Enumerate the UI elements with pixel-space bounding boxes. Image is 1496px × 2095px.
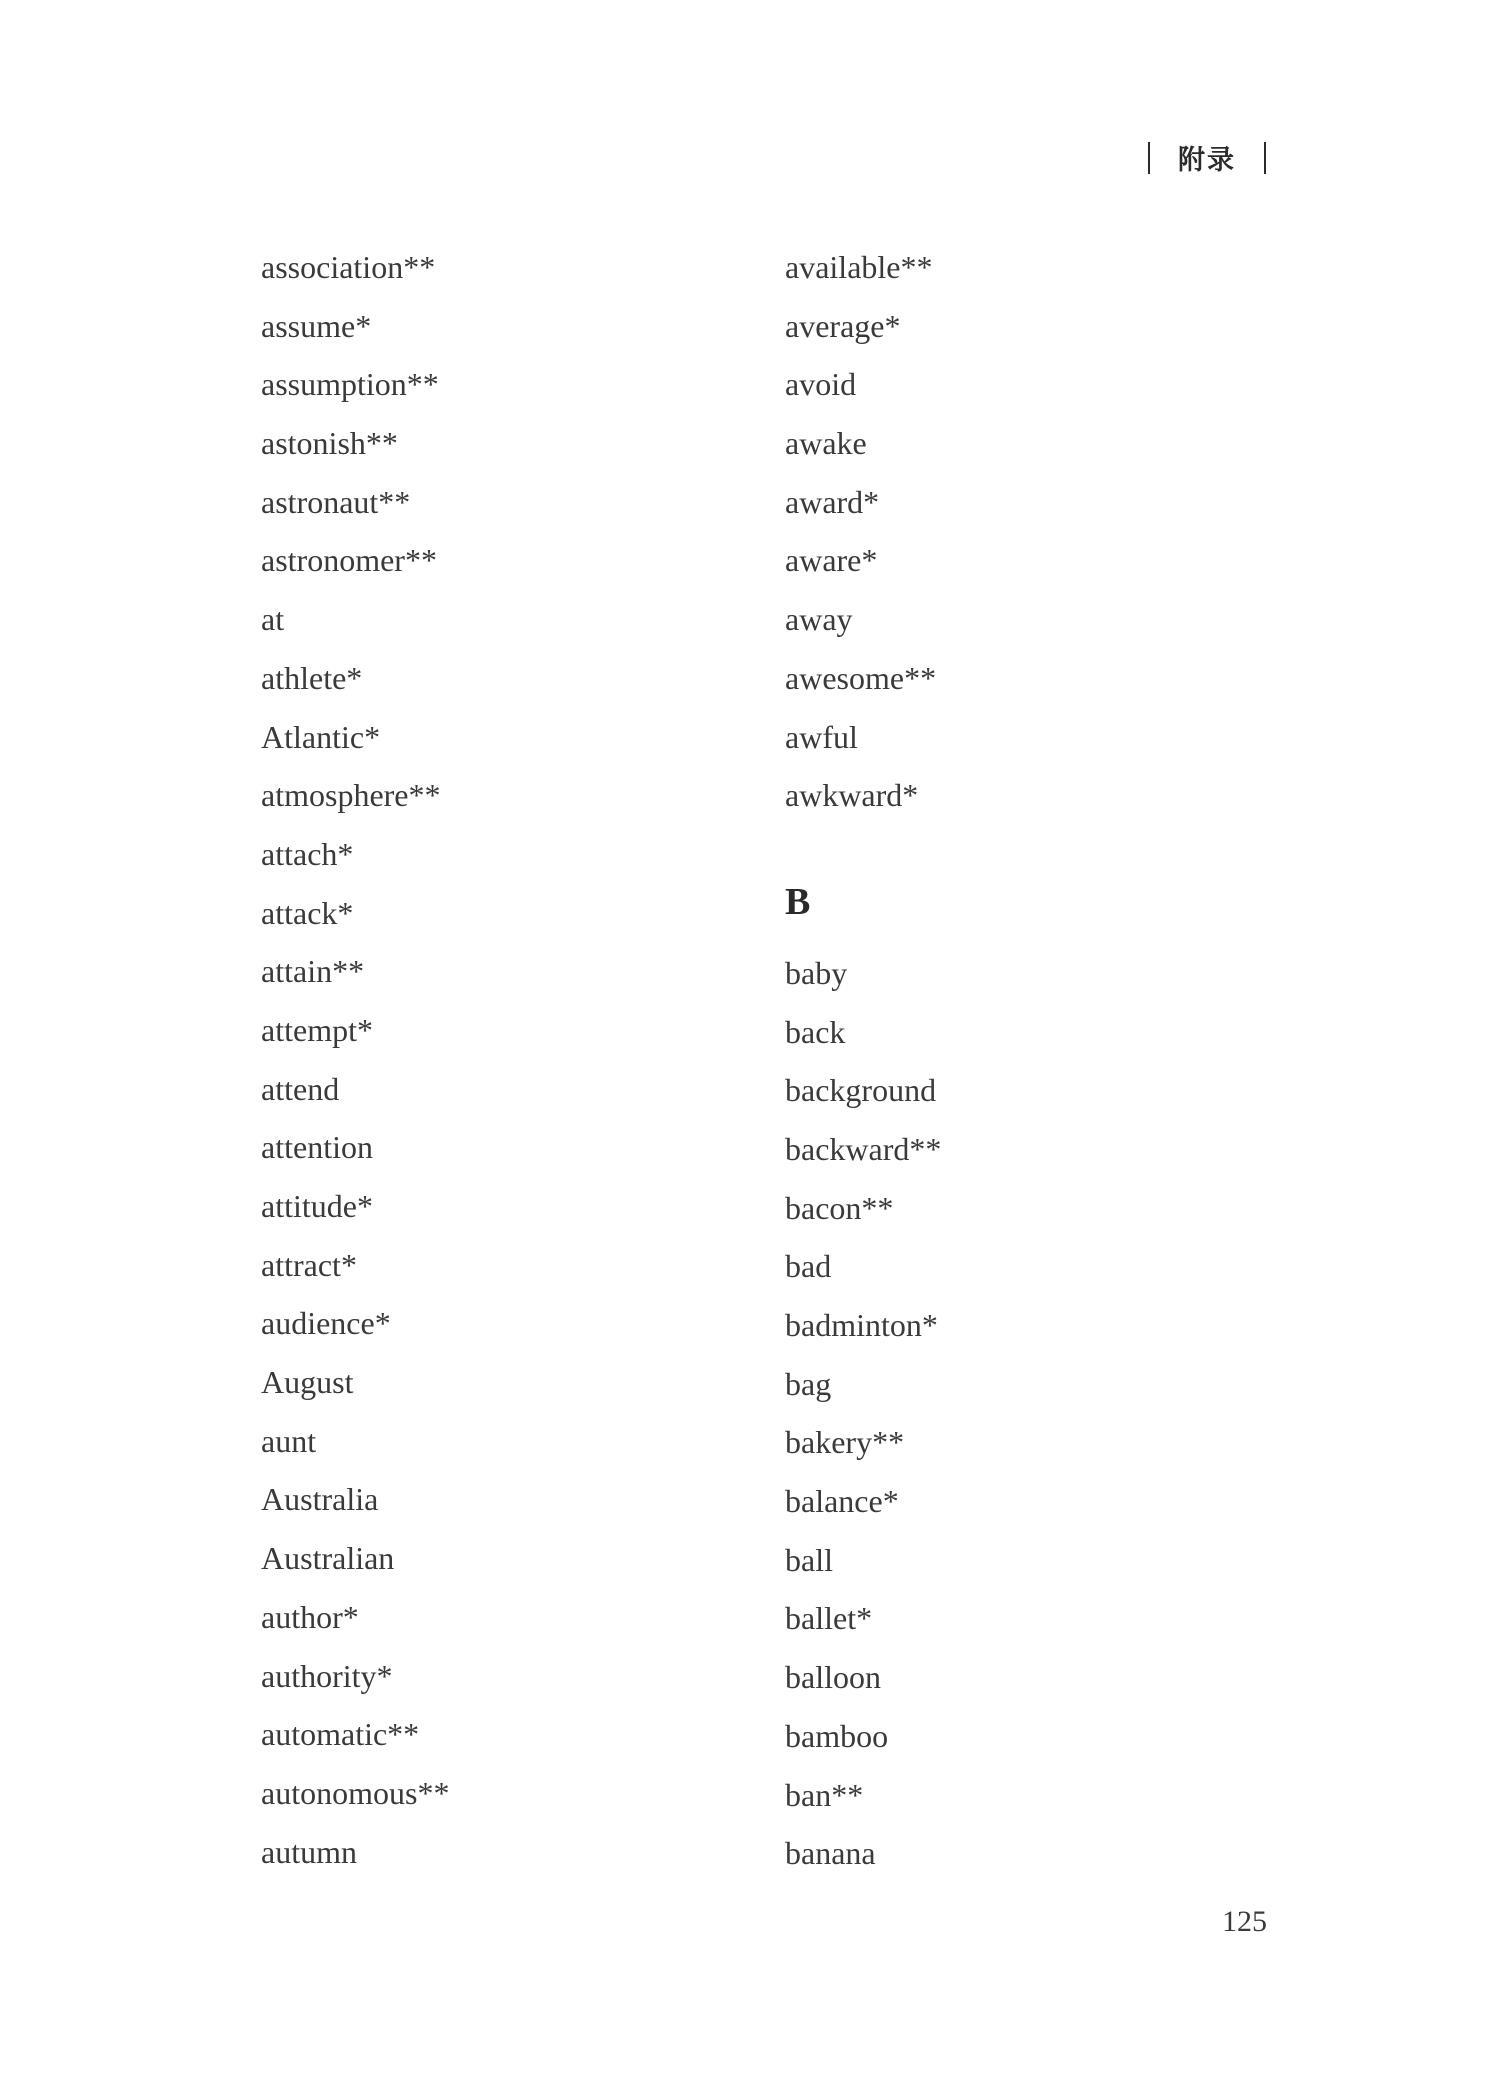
word-entry: baby bbox=[785, 954, 848, 991]
running-header bbox=[1148, 138, 1266, 177]
word-entry: attach* bbox=[261, 835, 354, 872]
word-entry: aunt bbox=[261, 1422, 317, 1459]
word-entry: August bbox=[261, 1364, 354, 1401]
word-entry: bacon** bbox=[785, 1189, 894, 1226]
word-entry: author* bbox=[261, 1598, 359, 1635]
word-entry: balance* bbox=[785, 1483, 899, 1520]
word-entry: attempt* bbox=[261, 1011, 373, 1048]
word-entry: attract* bbox=[261, 1246, 357, 1283]
word-list-right-column bbox=[785, 238, 941, 1883]
word-entry: astronaut** bbox=[261, 483, 411, 520]
word-group-b bbox=[785, 944, 941, 1883]
word-entry: assume* bbox=[261, 307, 372, 344]
word-entry: athlete* bbox=[261, 659, 363, 696]
word-group-a bbox=[785, 238, 941, 825]
word-entry: at bbox=[261, 601, 285, 638]
word-list-left-column bbox=[261, 238, 449, 1881]
word-entry: average* bbox=[785, 307, 901, 344]
word-entry: available** bbox=[785, 249, 933, 285]
word-entry: Atlantic* bbox=[261, 718, 381, 755]
word-entry: automatic** bbox=[261, 1716, 420, 1753]
word-entry: awesome** bbox=[785, 659, 937, 696]
word-entry: authority* bbox=[261, 1657, 393, 1694]
word-entry: Australia bbox=[261, 1481, 379, 1518]
word-entry: balloon bbox=[785, 1659, 881, 1696]
word-entry: attend bbox=[261, 1070, 340, 1107]
word-entry: astonish** bbox=[261, 425, 398, 462]
word-entry: audience* bbox=[261, 1305, 391, 1342]
word-entry: away bbox=[785, 601, 853, 638]
header-right-rule bbox=[1264, 142, 1266, 174]
word-entry: assumption** bbox=[261, 366, 439, 403]
word-entry: ball bbox=[785, 1541, 833, 1578]
page-number: 125 bbox=[1222, 1905, 1267, 1938]
word-entry: bakery** bbox=[785, 1424, 905, 1461]
word-entry: attitude* bbox=[261, 1188, 373, 1224]
word-entry: award* bbox=[785, 483, 880, 520]
section-letter-b: B bbox=[785, 880, 811, 923]
word-entry: autumn bbox=[261, 1833, 357, 1870]
word-entry: autonomous** bbox=[261, 1774, 450, 1811]
word-entry: banana bbox=[785, 1835, 876, 1872]
header-left-rule bbox=[1148, 142, 1150, 174]
word-entry: attack* bbox=[261, 894, 354, 931]
word-entry: astronomer** bbox=[261, 542, 437, 579]
word-entry: association** bbox=[261, 249, 436, 285]
word-entry: bamboo bbox=[785, 1717, 889, 1754]
word-entry: ban** bbox=[785, 1776, 864, 1813]
word-entry: background bbox=[785, 1072, 937, 1109]
word-entry: back bbox=[785, 1013, 846, 1050]
word-entry: awful bbox=[785, 718, 858, 755]
word-entry: atmosphere** bbox=[261, 777, 441, 814]
word-entry: attain** bbox=[261, 953, 365, 990]
header-title: 附录 bbox=[1178, 145, 1236, 176]
word-entry: ballet* bbox=[785, 1600, 873, 1637]
word-entry: bag bbox=[785, 1365, 832, 1402]
word-entry: awake bbox=[785, 425, 867, 462]
word-entry: attention bbox=[261, 1129, 373, 1166]
word-entry: avoid bbox=[785, 366, 857, 403]
word-entry: bad bbox=[785, 1248, 832, 1285]
word-entry: awkward* bbox=[785, 777, 919, 814]
word-entry: aware* bbox=[785, 542, 878, 579]
word-entry: backward** bbox=[785, 1130, 942, 1167]
word-entry: Australian bbox=[261, 1540, 395, 1577]
word-entry: badminton* bbox=[785, 1307, 938, 1343]
